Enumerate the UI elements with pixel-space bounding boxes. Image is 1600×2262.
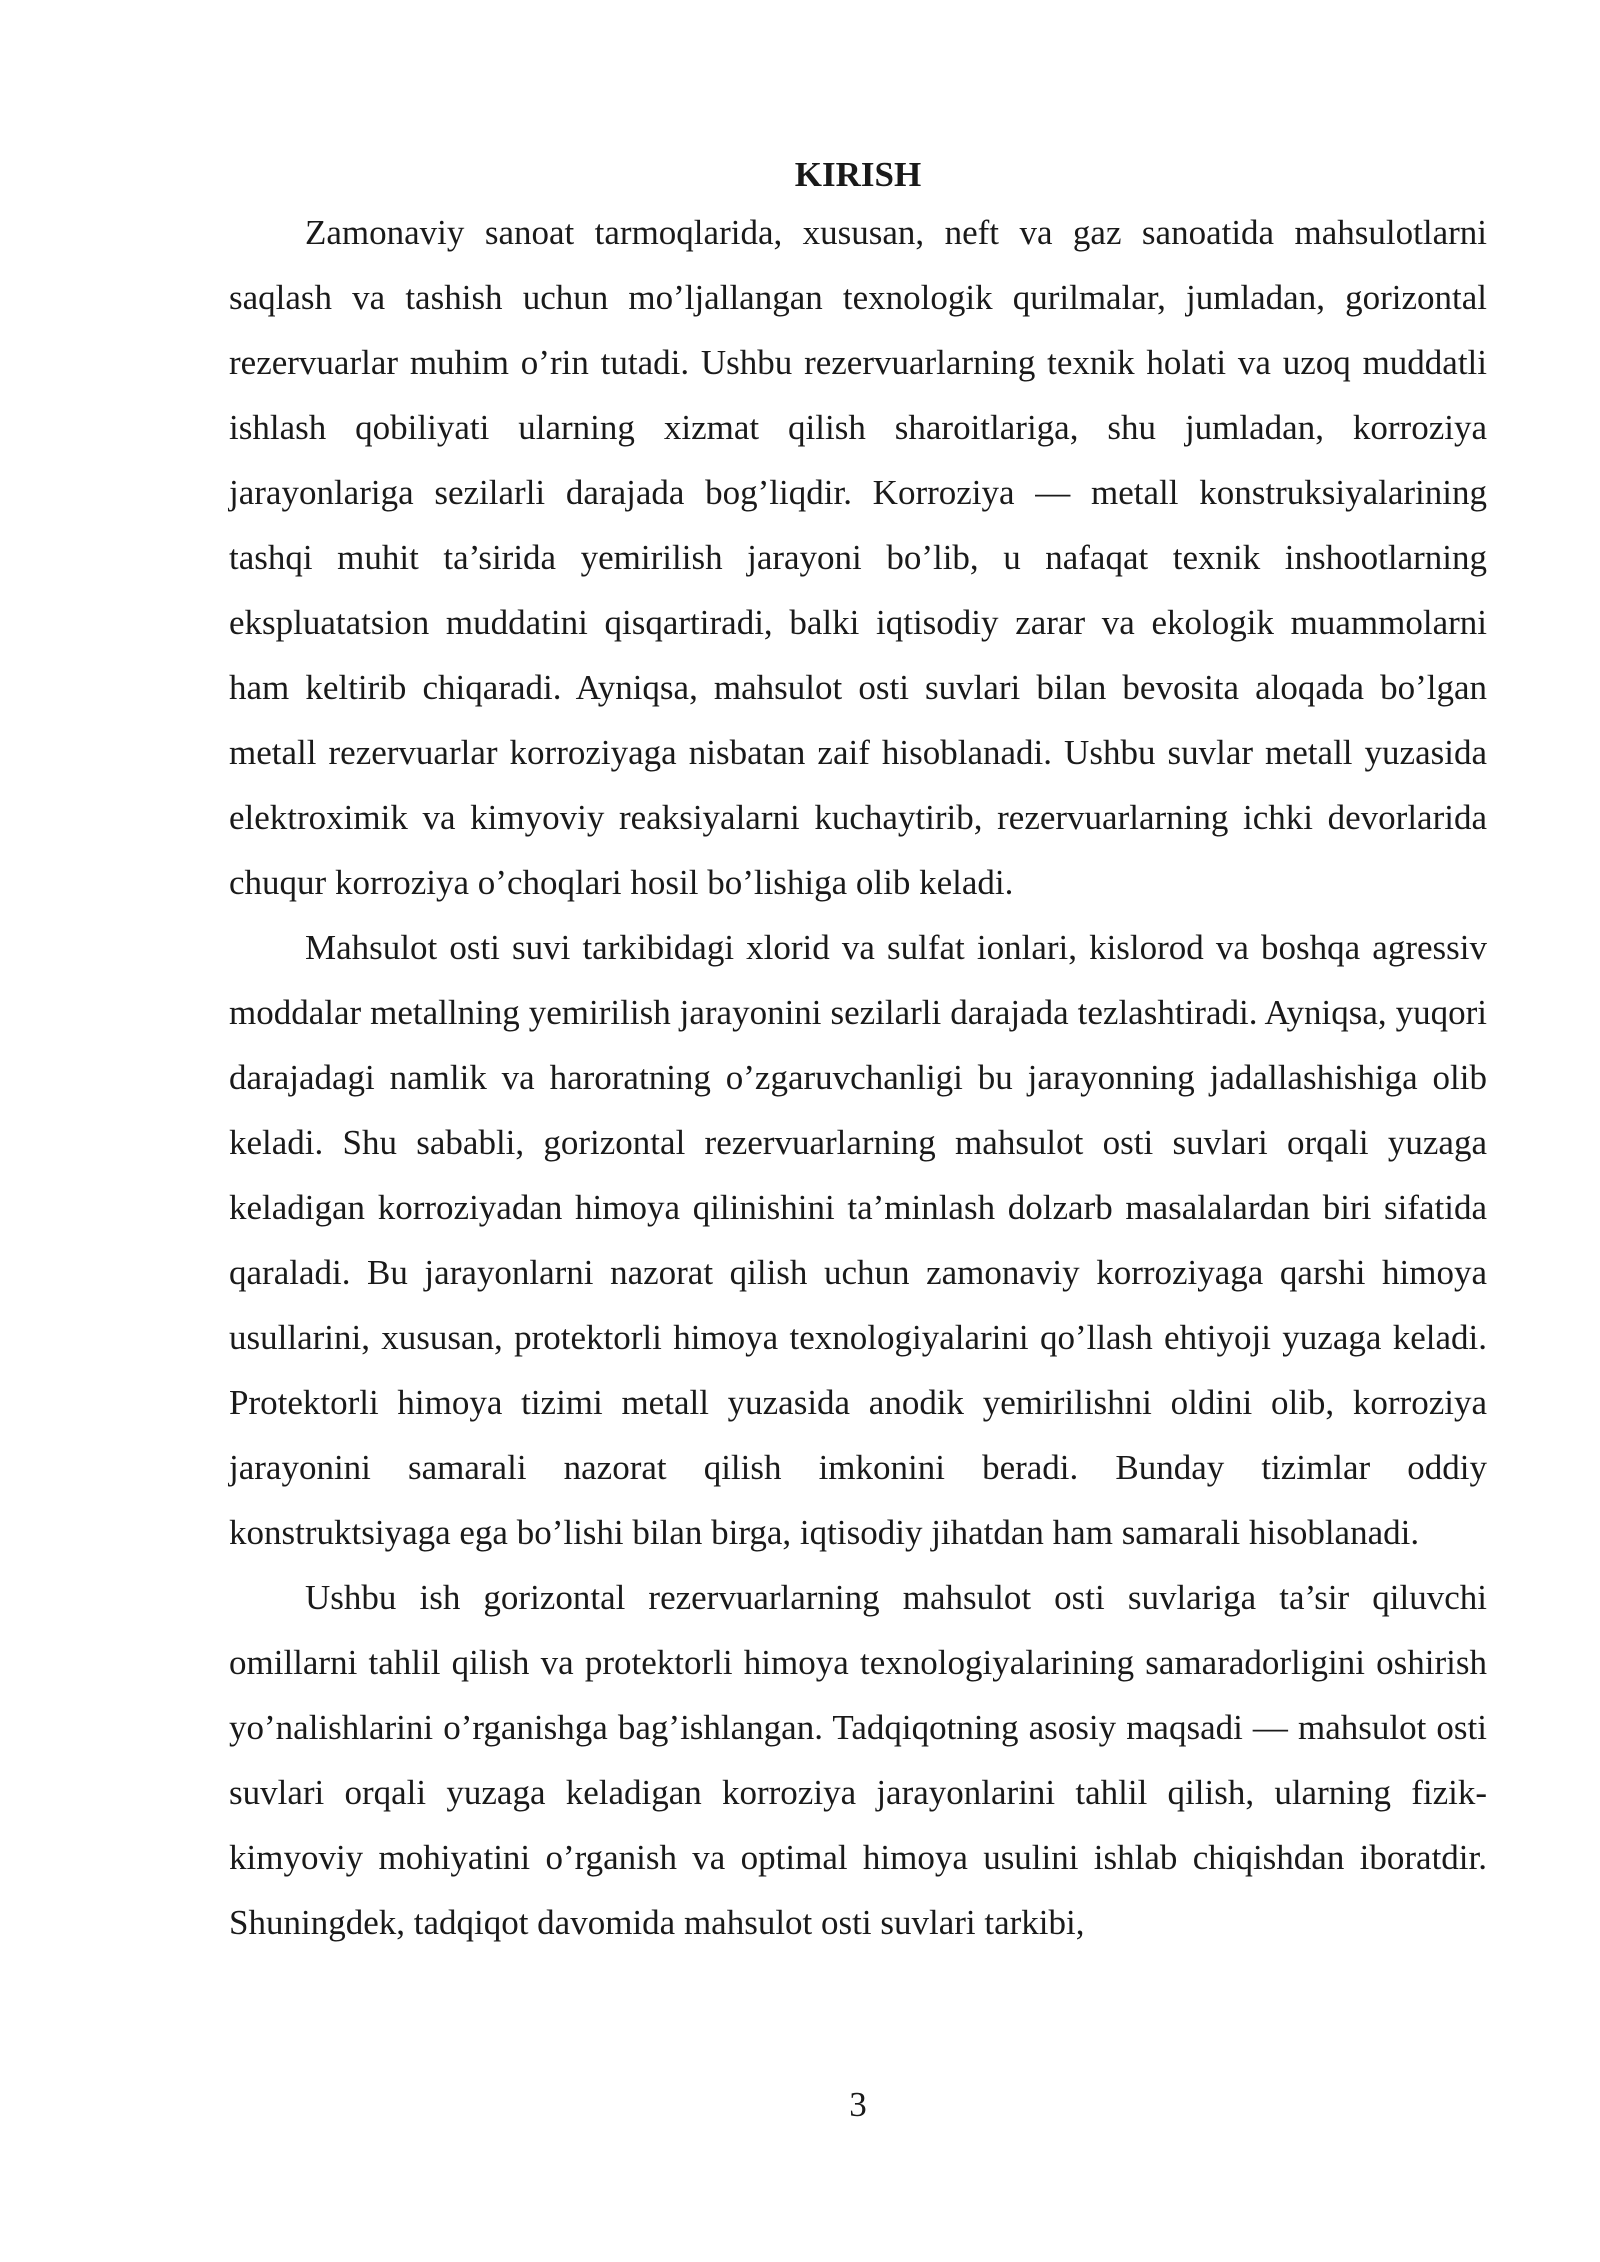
paragraph-3: Ushbu ish gorizontal rezervuarlarning mahsulot osti suvlariga ta’sir qiluvchi omillarni tahlil qilish va protektorli himoya texnologiyalarining samaradorligini oshirish yo’nalishlarini o’rganishga bag’ishlangan. Tadqiqotning asosiy maqsadi — mahsulot osti suvlari orqali yuzaga keladigan korroziya jarayonlarini tahlil qilish, ularning fizik-kimyoviy mohiyatini o’rganish va optimal himoya usulini ishlab chiqishdan iboratdir. Shuningdek, tadqiqot davomida mahsulot osti suvlari tarkibi,: [229, 1578, 1487, 1942]
paragraph-1: Zamonaviy sanoat tarmoqlarida, xususan, neft va gaz sanoatida mahsulotlarni saqlash va tashish uchun mo’ljallangan texnologik qurilmalar, jumladan, gorizontal rezervuarlar muhim o’rin tutadi. Ushbu rezervuarlarning texnik holati va uzoq muddatli ishlash qobiliyati ularning xizmat qilish sharoitlariga, shu jumladan, korroziya jarayonlariga sezilarli darajada bog’liqdir. Korroziya — metall konstruksiyalarining tashqi muhit ta’sirida yemirilish jarayoni bo’lib, u nafaqat texnik inshootlarning ekspluatatsion muddatini qisqartiradi, balki iqtisodiy zarar va ekologik muammolarni ham keltirib chiqaradi. Ayniqsa, mahsulot osti suvlari bilan bevosita aloqada bo’lgan metall rezervuarlar korroziyaga nisbatan zaif hisoblanadi. Ushbu suvlar metall yuzasida elektroximik va kimyoviy reaksiyalarni kuchaytirib, rezervuarlarning ichki devorlarida chuqur korroziya o’choqlari hosil bo’lishiga olib keladi.: [229, 213, 1487, 902]
paragraph-2: Mahsulot osti suvi tarkibidagi xlorid va sulfat ionlari, kislorod va boshqa agressiv moddalar metallning yemirilish jarayonini sezilarli darajada tezlashtiradi. Ayniqsa, yuqori darajadagi namlik va haroratning o’zgaruvchanligi bu jarayonning jadallashishiga olib keladi. Shu sababli, gorizontal rezervuarlarning mahsulot osti suvlari orqali yuzaga keladigan korroziyadan himoya qilinishini ta’minlash dolzarb masalalardan biri sifatida qaraladi. Bu jarayonlarni nazorat qilish uchun zamonaviy korroziyaga qarshi himoya usullarini, xususan, protektorli himoya texnologiyalarini qo’llash ehtiyoji yuzaga keladi. Protektorli himoya tizimi metall yuzasida anodik yemirilishni oldini olib, korroziya jarayonini samarali nazorat qilish imkonini beradi. Bunday tizimlar oddiy konstruktsiyaga ega bo’lishi bilan birga, iqtisodiy jihatdan ham samarali hisoblanadi.: [229, 928, 1487, 1552]
page-number: 3: [849, 2085, 867, 2124]
page-content: [229, 150, 1487, 1955]
section-title: KIRISH: [794, 155, 922, 194]
